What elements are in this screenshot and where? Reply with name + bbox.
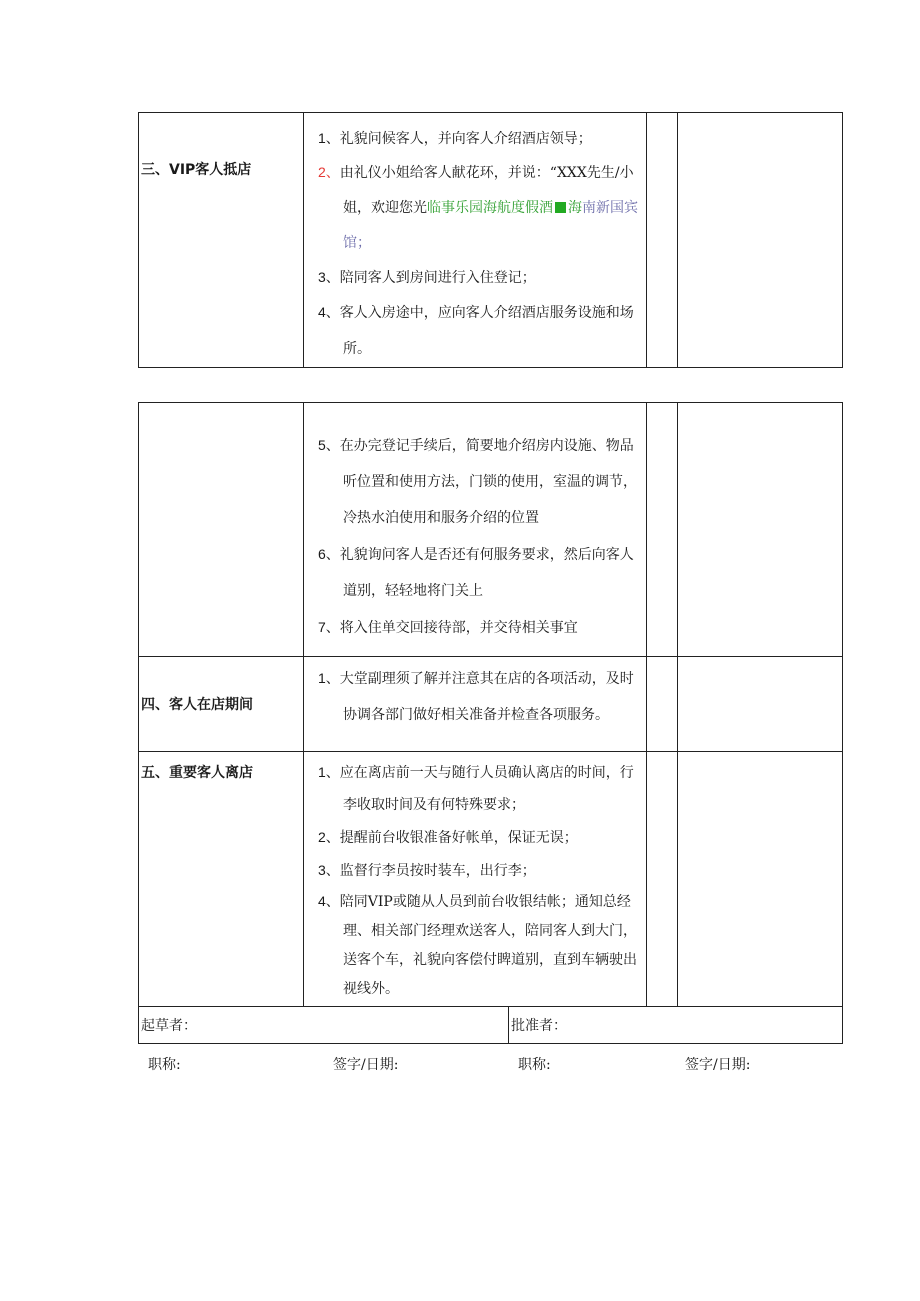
remarks-cell xyxy=(678,752,843,1007)
remarks-cell xyxy=(678,657,843,752)
drafter-sign-date-label: 签字/日期: xyxy=(333,1057,399,1073)
approver-cell: 批准者： xyxy=(509,1007,843,1044)
section-title xyxy=(139,113,304,368)
list-item: 6、礼貌询问客人是否还有何服务要求，然后向客人道别，轻轻地将门关上 xyxy=(318,546,634,599)
section-title xyxy=(139,657,304,752)
section-title-text: 四、客人在店期间 xyxy=(141,697,253,713)
list-item: 2、由礼仪小姐给客人献花环，并说：“XXX先生/小姐，欢迎您光临事乐园海航度假酒 海南新国宾馆； xyxy=(318,164,638,251)
approver-sign-date-label: 签字/日期: xyxy=(685,1057,751,1073)
check-cell xyxy=(647,403,678,657)
list-item: 4、陪同VIP或随从人员到前台收银结帐；通知总经理、相关部门经理欢送客人，陪同客人到大门，送客个车，礼貌向客偿付睥道别，直到车辆驶出视线外。 xyxy=(318,893,637,997)
approval-table xyxy=(138,1006,843,1044)
section-title xyxy=(139,752,304,1007)
green-square-icon xyxy=(555,202,566,213)
section-items xyxy=(304,752,647,1007)
section-title-text: 五、重要客人离店 xyxy=(141,765,253,781)
remarks-cell xyxy=(678,403,843,657)
procedure-table-1 xyxy=(138,112,843,368)
approver-title-label: 职称: xyxy=(518,1057,551,1073)
list-item: 7、将入住单交回接待部，并交待相关事宜 xyxy=(318,619,578,636)
list-item: 1、大堂副理须了解并注意其在店的各项活动，及时协调各部门做好相关准备并检查各项服务。 xyxy=(318,670,634,723)
procedure-table-2 xyxy=(138,402,843,1007)
drafter-cell: 起草者： xyxy=(139,1007,509,1044)
section-items xyxy=(304,403,647,657)
section-items xyxy=(304,657,647,752)
section-title xyxy=(139,403,304,657)
list-item: 1、礼貌问候客人，并向客人介绍酒店领导； xyxy=(318,130,592,147)
list-item: 3、监督行李员按时装车，出行李； xyxy=(318,862,536,879)
check-cell xyxy=(647,113,678,368)
list-item: 2、提醒前台收银准备好帐单，保证无误； xyxy=(318,829,578,846)
drafter-title-label: 职称: xyxy=(148,1057,181,1073)
check-cell xyxy=(647,752,678,1007)
list-item: 5、在办完登记手续后，简要地介绍房内设施、物品听位置和使用方法，门锁的使用，室温的调节，冷热水泊使用和服务介绍的位置 xyxy=(318,437,637,526)
section-items xyxy=(304,113,647,368)
check-cell xyxy=(647,657,678,752)
remarks-cell xyxy=(678,113,843,368)
list-item: 3、陪同客人到房间进行入住登记； xyxy=(318,269,536,286)
section-title-text: 三、VIP客人抵店 xyxy=(141,162,252,178)
list-item: 1、应在离店前一天与随行人员确认离店的时间，行李收取时间及有何特殊要求； xyxy=(318,764,634,813)
list-item: 4、客人入房途中，应向客人介绍酒店服务设施和场所。 xyxy=(318,304,634,357)
